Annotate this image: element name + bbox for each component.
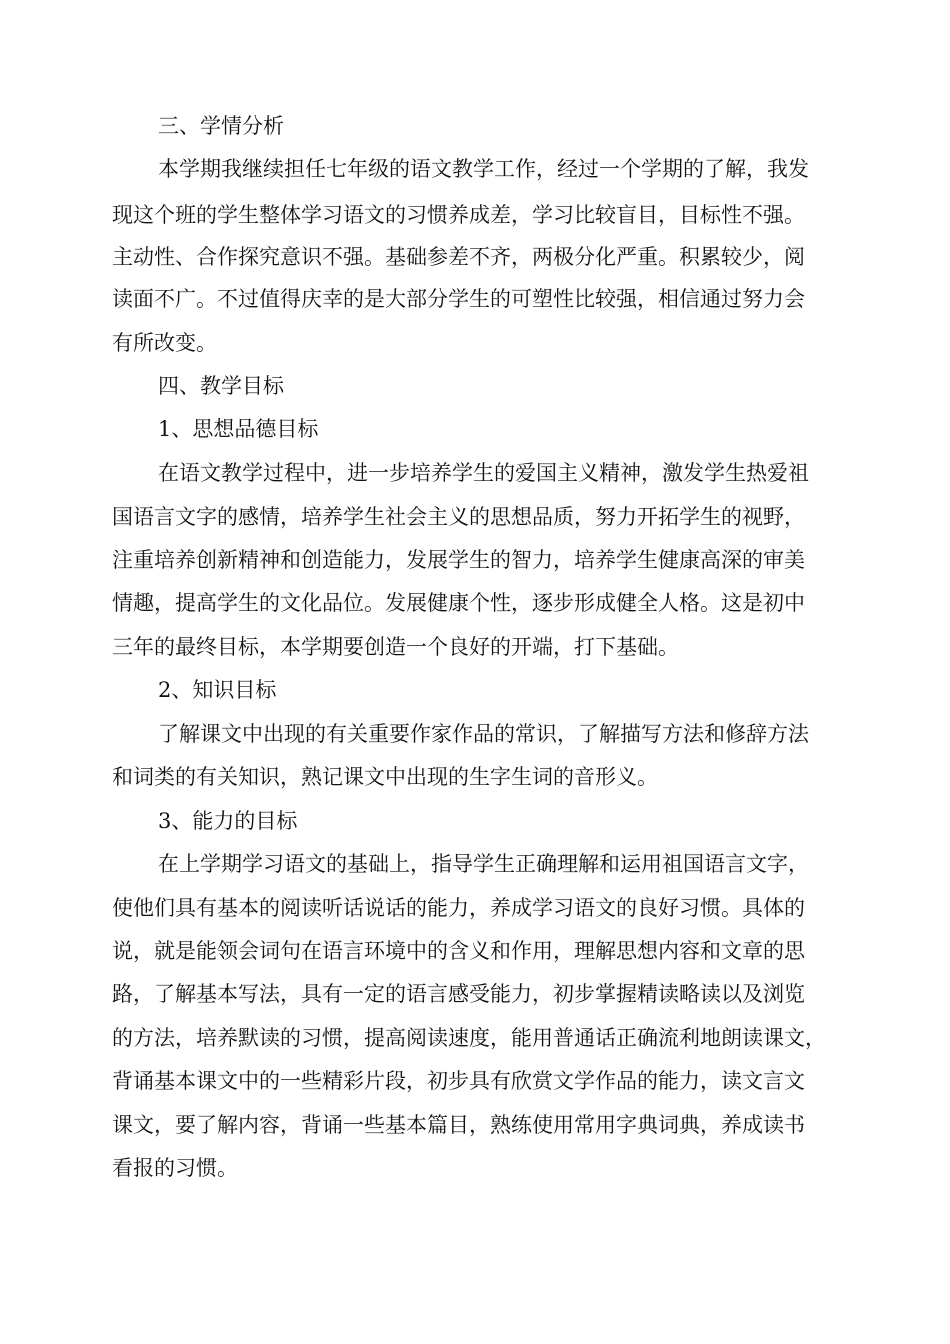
paragraph-line: 使他们具有基本的阅读听话说话的能力，养成学习语文的良好习惯。具体的 bbox=[112, 896, 805, 920]
paragraph-line: 现这个班的学生整体学习语文的习惯养成差，学习比较盲目，目标性不强。 bbox=[112, 203, 805, 227]
paragraph-line: 读面不广。不过值得庆幸的是大部分学生的可塑性比较强，相信通过努力会 bbox=[112, 287, 805, 311]
section-heading-teaching-goals: 四、教学目标 bbox=[158, 374, 284, 398]
section-heading-learning-analysis: 三、学情分析 bbox=[158, 114, 284, 138]
paragraph-line: 课文，要了解内容，背诵一些基本篇目，熟练使用常用字典词典，养成读书 bbox=[112, 1113, 805, 1137]
subheading-moral-goals: 1、思想品德目标 bbox=[158, 417, 319, 441]
paragraph-line: 背诵基本课文中的一些精彩片段，初步具有欣赏文学作品的能力，读文言文 bbox=[112, 1069, 805, 1093]
paragraph-line: 和词类的有关知识，熟记课文中出现的生字生词的音形义。 bbox=[112, 765, 658, 789]
paragraph-line: 看报的习惯。 bbox=[112, 1156, 238, 1180]
paragraph-line: 国语言文字的感情，培养学生社会主义的思想品质，努力开拓学生的视野， bbox=[112, 505, 805, 529]
paragraph-line: 情趣，提高学生的文化品位。发展健康个性，逐步形成健全人格。这是初中 bbox=[112, 591, 805, 615]
paragraph-line: 说，就是能领会词句在语言环境中的含义和作用，理解思想内容和文章的思 bbox=[112, 939, 805, 963]
paragraph-line: 主动性、合作探究意识不强。基础参差不齐，两极分化严重。积累较少，阅 bbox=[112, 245, 805, 269]
paragraph-line: 路，了解基本写法，具有一定的语言感受能力，初步掌握精读略读以及浏览 bbox=[112, 982, 805, 1006]
paragraph-line: 有所改变。 bbox=[112, 331, 217, 355]
paragraph-line: 了解课文中出现的有关重要作家作品的常识，了解描写方法和修辞方法 bbox=[158, 722, 809, 746]
paragraph-line: 在上学期学习语文的基础上，指导学生正确理解和运用祖国语言文字， bbox=[158, 852, 809, 876]
subheading-ability-goals: 3、能力的目标 bbox=[158, 809, 298, 833]
paragraph-line: 的方法，培养默读的习惯，提高阅读速度，能用普通话正确流利地朗读课文， bbox=[112, 1026, 826, 1050]
paragraph-line: 本学期我继续担任七年级的语文教学工作，经过一个学期的了解，我发 bbox=[158, 157, 809, 181]
paragraph-line: 三年的最终目标，本学期要创造一个良好的开端，打下基础。 bbox=[112, 635, 679, 659]
paragraph-line: 注重培养创新精神和创造能力，发展学生的智力，培养学生健康高深的审美 bbox=[112, 548, 805, 572]
subheading-knowledge-goals: 2、知识目标 bbox=[158, 678, 277, 702]
paragraph-line: 在语文教学过程中，进一步培养学生的爱国主义精神，激发学生热爱祖 bbox=[158, 461, 809, 485]
